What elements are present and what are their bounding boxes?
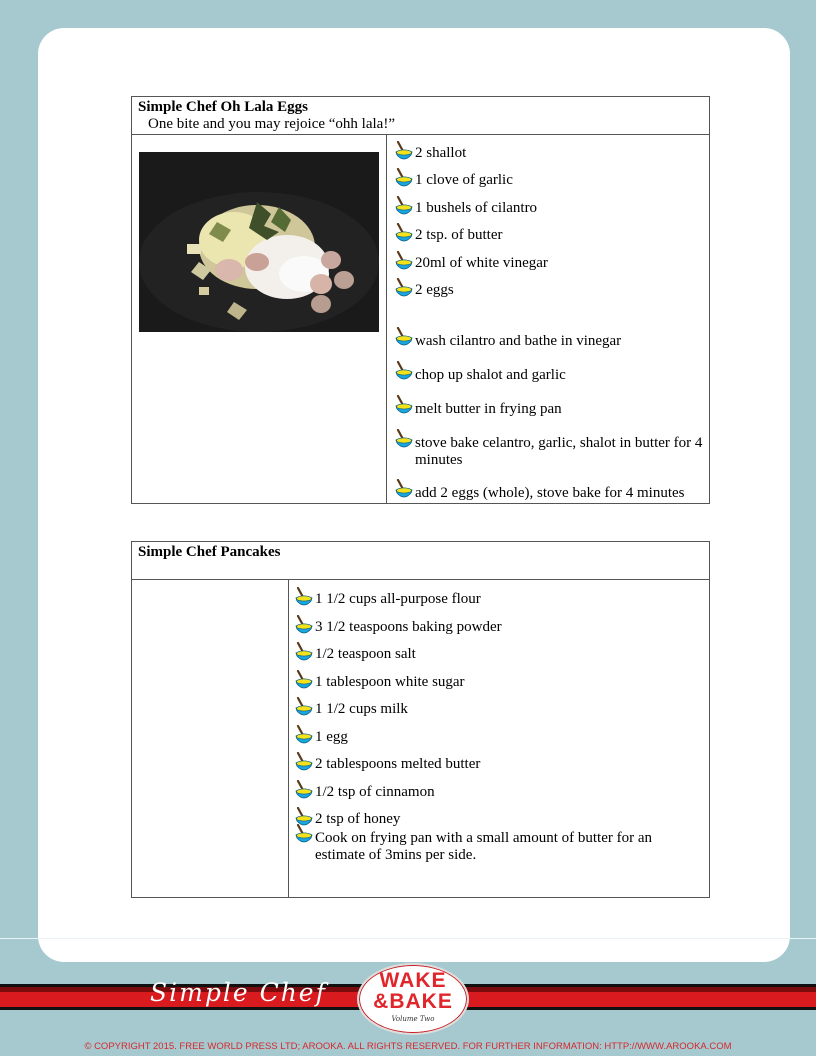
ingredient-item: 1/2 teaspoon salt xyxy=(295,638,705,666)
ingredient-item: 2 shallot xyxy=(395,137,707,164)
column-divider xyxy=(386,135,387,503)
recipe-card-oh-lala-eggs xyxy=(131,96,710,504)
badge-line-1: WAKE xyxy=(379,969,447,992)
wake-and-bake-badge xyxy=(357,963,469,1035)
mixing-bowl-icon xyxy=(295,725,313,747)
recipe-subtitle: One bite and you may rejoice “ohh lala!” xyxy=(148,116,395,132)
mixing-bowl-icon xyxy=(395,168,413,190)
ingredient-item: 2 tablespoons melted butter xyxy=(295,748,705,776)
ingredient-list xyxy=(295,583,705,831)
simple-chef-logo: Simple Chef xyxy=(150,978,327,1007)
ingredient-item: 1 clove of garlic xyxy=(395,164,707,191)
mixing-bowl-icon xyxy=(395,327,413,349)
ingredient-item: 1 tablespoon white sugar xyxy=(295,666,705,694)
recipe-header xyxy=(132,97,709,135)
mixing-bowl-icon xyxy=(395,278,413,300)
mixing-bowl-icon xyxy=(395,395,413,417)
step-item: add 2 eggs (whole), stove bake for 4 minutes xyxy=(395,485,707,502)
ingredient-item: 2 tsp. of butter xyxy=(395,219,707,246)
mixing-bowl-icon xyxy=(395,251,413,273)
mixing-bowl-icon xyxy=(295,642,313,664)
ingredient-item: 1 1/2 cups all-purpose flour xyxy=(295,583,705,611)
ingredient-item: 1 bushels of cilantro xyxy=(395,192,707,219)
recipe-title: Simple Chef Pancakes xyxy=(138,544,281,560)
mixing-bowl-icon xyxy=(395,361,413,383)
ingredient-item: 3 1/2 teaspoons baking powder xyxy=(295,611,705,639)
ingredient-item: 1 1/2 cups milk xyxy=(295,693,705,721)
copyright-notice: © COPYRIGHT 2015. FREE WORLD PRESS LTD; AROOKA. ALL RIGHTS RESERVED. FOR FURTHER INFORMATION: HTTP://WWW.AROOKA.COM xyxy=(84,1041,732,1052)
step-list xyxy=(395,315,707,502)
mixing-bowl-icon xyxy=(395,196,413,218)
step-item: Cook on frying pan with a small amount of butter for an estimate of 3mins per side. xyxy=(295,830,705,864)
mixing-bowl-icon xyxy=(395,141,413,163)
recipe-title: Simple Chef Oh Lala Eggs xyxy=(138,99,309,115)
mixing-bowl-icon xyxy=(295,670,313,692)
ingredient-item: 1 egg xyxy=(295,721,705,749)
mixing-bowl-icon xyxy=(395,429,413,451)
mixing-bowl-icon xyxy=(395,223,413,245)
divider-line xyxy=(0,938,816,939)
ingredient-item: 2 eggs xyxy=(395,274,707,301)
mixing-bowl-icon xyxy=(295,824,313,846)
step-item: chop up shalot and garlic xyxy=(395,367,707,384)
mixing-bowl-icon xyxy=(295,752,313,774)
mixing-bowl-icon xyxy=(295,615,313,637)
step-item: stove bake celantro, garlic, shalot in butter for 4 minutes xyxy=(395,435,707,469)
badge-line-2: &BAKE xyxy=(373,990,453,1013)
mixing-bowl-icon xyxy=(395,479,413,501)
ingredient-item: 1/2 tsp of cinnamon xyxy=(295,776,705,804)
recipe-header xyxy=(132,542,709,580)
mixing-bowl-icon xyxy=(295,780,313,802)
ingredient-item: 2 tsp of honey xyxy=(295,803,705,831)
mixing-bowl-icon xyxy=(295,587,313,609)
ingredient-item: 20ml of white vinegar xyxy=(395,247,707,274)
recipe-card-pancakes xyxy=(131,541,710,898)
mixing-bowl-icon xyxy=(295,697,313,719)
dish-photo xyxy=(139,152,379,332)
column-divider xyxy=(288,580,289,897)
step-list xyxy=(295,830,705,864)
ingredient-list xyxy=(395,137,707,301)
step-item: melt butter in frying pan xyxy=(395,401,707,418)
eggs-photo-image xyxy=(139,152,379,332)
badge-line-3: Volume Two xyxy=(391,1015,435,1023)
step-item: wash cilantro and bathe in vinegar xyxy=(395,333,707,350)
